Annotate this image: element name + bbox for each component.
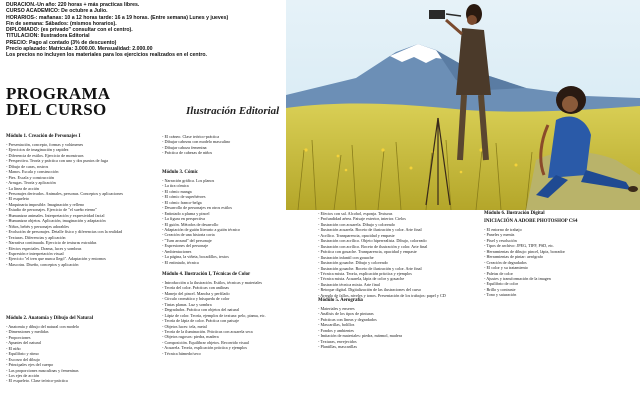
list-item: - Tintas planas. Luz y sombra xyxy=(162,301,212,307)
list-item: - Diferencia de estilos. Ejercicio de monstruos xyxy=(6,152,84,158)
section-items xyxy=(6,324,156,384)
list-item: - Práctica de cabezas de niños xyxy=(162,150,213,156)
list-item: - Dibujar caboza femenina xyxy=(162,144,207,150)
section-modulo-4-continued xyxy=(318,211,478,298)
list-item: - Imitación de materiales: piedra, mármol, madera xyxy=(318,333,402,339)
illustration-hero xyxy=(286,0,640,210)
list-item: - Creación de degradados xyxy=(484,259,527,265)
list-item: - Ilustración infantil con gouache xyxy=(318,254,374,260)
list-item: - El esqueleto. Clase teórico-práctica xyxy=(6,378,68,384)
list-item: - Profundidad aérea. Paisaje exterior, interior. Cielos xyxy=(318,216,406,222)
section-heading: Módulo 3. Cómic xyxy=(162,170,198,175)
list-item: - Ejercicios de imaginación y rapidez xyxy=(6,147,69,153)
list-item: - Pies. Escala y construcción xyxy=(6,174,55,180)
list-item: - Ambientaciones xyxy=(162,248,192,254)
list-item: - Humanizar animales. Interpretación y expresividad facial xyxy=(6,212,105,218)
section-subheading: INICIACIÓN A ADOBE PHOTOSHOP CS4 xyxy=(484,218,578,224)
section-modulo-5 xyxy=(318,298,478,350)
list-item: - Ilustración con acuarela. Dibujo y coloreado xyxy=(318,221,395,227)
info-line: Precio aplazado: Matricula: 3.000.00. Mensualidad: 2.000.00 xyxy=(6,46,153,53)
section-items xyxy=(162,134,312,156)
title-line-2: DEL CURSO xyxy=(6,100,107,119)
list-item: - Objetos rugosos: piedra, madera xyxy=(162,334,219,340)
list-item: - Herramientas de pintar: aerógrafo xyxy=(484,254,544,260)
list-item: - Narrativa continuada. Ejercicio de texturas extraídas xyxy=(6,240,97,246)
list-item: - Dibujar cabezas con modelo masculino xyxy=(162,139,231,145)
list-item: - El niño xyxy=(6,345,21,351)
list-item: - Narración gráfica. Los planos xyxy=(162,177,215,183)
list-item: - Personajes derivados. Animales, personas. Conceptos y aplicaciones xyxy=(6,191,123,197)
list-item: - Expresión e interpretación visual xyxy=(6,251,64,257)
list-item: - La página, la viñeta, bocadillos, textos xyxy=(162,254,229,260)
list-item: - Plantillas, mascarillas xyxy=(318,344,357,350)
list-item: - Ilustración con acrílico. Boceto de ilustración y color. Arte final xyxy=(318,243,428,249)
list-item: - Arreglo de fallos, niveles y tonos. Presentación de los trabajos: papel y CD xyxy=(318,292,446,298)
list-item: - Retoque digital. Digitalización de las ilustraciones del curso xyxy=(318,287,422,293)
list-item: - Desarrollo de personajes en otros estilos xyxy=(162,205,233,211)
list-item: - Equilibrio y ritmo xyxy=(6,351,39,357)
list-item: - Manos. Escala y construcción xyxy=(6,169,59,175)
section-modulo-3 xyxy=(162,170,312,265)
list-item: - El cómic franco-belga xyxy=(162,199,202,205)
section-items xyxy=(162,178,312,265)
list-item: - Arrugas. Teoría y aplicación xyxy=(6,180,56,186)
section-modulo-6 xyxy=(484,211,634,298)
list-item: - Ejercicio "el tren que nunca llegó". Adaptación y entornos xyxy=(6,256,106,262)
list-item: - Expresiones del personaje xyxy=(162,243,209,249)
list-item: - Anatomía y dibujo del natural con modelo xyxy=(6,323,80,329)
list-item: - Brillo y contraste xyxy=(484,286,516,292)
list-item: - Perspectiva. Teoría y práctica con uno y dos puntos de fuga xyxy=(6,158,108,164)
list-item: - Objetos luces: tela, metal xyxy=(162,323,207,329)
list-item: - El cómic de superhéroes xyxy=(162,194,206,200)
list-item: - Teoría de lápiz de color. Práctica con paisaje xyxy=(162,318,239,324)
list-item: - Maquinaria imposible. Imaginación y relleno xyxy=(6,201,85,207)
list-item: - Apuntes del natural xyxy=(6,340,42,346)
list-item: - Tipos de archivo: JPEG, TIFF, PSD, etc. xyxy=(484,243,555,249)
list-item: - Dimensiones y medidas xyxy=(6,329,49,335)
list-item: - Introducción a la ilustración. Estilos, técnicas y materiales xyxy=(162,279,263,285)
info-line: CURSO ACADEMICO: De octubre a Julio. xyxy=(6,8,108,15)
list-item: - Humanizar objetos. Aplicación, imaginación y adaptación xyxy=(6,218,106,224)
page-title xyxy=(6,86,110,118)
section-modulo-2-continued xyxy=(162,134,312,156)
list-item: - Técnica húmedo/seco xyxy=(162,350,201,356)
list-item: - Entintado a pluma y pincel xyxy=(162,210,210,216)
info-line: HORARIOS-: mañanas: 10 a 12 horas tarde: 16 a 19 horas. (Entre semana) Lunes y jueves) xyxy=(6,14,229,21)
list-item: - Técnica mixta. Teoría, explicación práctica y ejemplos xyxy=(318,270,412,276)
list-item: - El cráneo. Clase teórico-práctica xyxy=(162,134,220,139)
title-line-1: PROGRAMA xyxy=(6,84,111,103)
section-items xyxy=(318,211,478,298)
section-modulo-1 xyxy=(6,134,156,267)
list-item: - Ilustración gouache. Boceto de ilustración y color. Arte final xyxy=(318,265,422,271)
list-item: - Acrílico. Transparencia, opacidad y empaste xyxy=(318,232,395,238)
section-modulo-4 xyxy=(162,272,314,356)
course-info-block xyxy=(6,2,306,59)
list-item: - Técnica mixta. Acuarela, lápiz de color y gouache xyxy=(318,276,405,282)
list-item: - "Turn around" del personaje xyxy=(162,237,212,243)
list-item: - Degradados. Práctica con objetos del natural xyxy=(162,307,240,313)
list-item: - Principales ejes del cuerpo xyxy=(6,362,54,368)
section-items xyxy=(484,227,634,298)
list-item: - Composición. Equilibrar objetos. Recorrido visual xyxy=(162,339,249,345)
list-item: - Texturas. Diferencias y aplicación xyxy=(6,234,66,240)
list-item: - Dibujo de caras, rostros xyxy=(6,163,49,169)
list-item: - Presentación, concepto, formas y volúmenes xyxy=(6,141,84,147)
list-item: - Las proporciones masculinas y femeninas xyxy=(6,367,79,373)
list-item: - Paletas de color xyxy=(484,270,513,276)
info-line: Fin de semana: Sábados: (mismos horarios). xyxy=(6,20,117,27)
list-item: - Ilustración técnica mixta. Arte final xyxy=(318,281,380,287)
list-item: - Fondos y ambientes xyxy=(318,327,354,333)
info-line: Los precios no incluyen los materiales para los ejercicios realizados en el centro. xyxy=(6,52,207,59)
list-item: - Prácticas con líneas y degradados xyxy=(318,316,377,322)
section-heading: Módulo 1. Creación de Personajes I xyxy=(6,134,81,139)
list-item: - Adaptación de guión literario a guión técnico xyxy=(162,227,241,233)
list-item: - Tono y saturación xyxy=(484,292,517,298)
list-item: - Escorzo del dibujo xyxy=(6,356,40,362)
list-item: - Análisis de los tipos de pinturas xyxy=(318,311,374,317)
list-item: - El cómic manga xyxy=(162,188,192,194)
list-item: - Creación de una historia corta xyxy=(162,232,215,238)
list-item: - Efectos especiales. Drama, luces y sombras xyxy=(6,245,82,251)
list-item: - La línea de acción xyxy=(6,185,40,191)
list-item: - Ilustración con acrílico. Objeto hiperrealista. Dibujo, coloreado xyxy=(318,238,427,244)
list-item: - Práctica con gouache. Transparencia, opacidad y empaste xyxy=(318,249,417,255)
list-item: - Lápiz de color. Teoría, ejemplos de textura: pelo, piama, etc. xyxy=(162,312,266,318)
section-items xyxy=(162,280,314,356)
list-item: - Pixel y resolución xyxy=(484,237,517,243)
info-line: DURACION.-Un año: 220 horas + más practicas libres. xyxy=(6,2,140,8)
section-heading: Módulo 6. Ilustración Digital xyxy=(484,211,545,216)
list-item: - Proporciones xyxy=(6,334,31,340)
info-line: DIPLOMADO: (es privado" consultar con el centro). xyxy=(6,27,133,34)
list-item: - Acuarela. Teoría, explicación práctica y ejemplos xyxy=(162,345,247,351)
list-item: - Texturas, envejecidos xyxy=(318,338,357,344)
list-item: - Manejo del pincel. Mancha y perfilado xyxy=(162,290,230,296)
list-item: - Efectos con sal. Alcohol, esponja. Texturas xyxy=(318,211,393,216)
section-items xyxy=(318,306,478,350)
list-item: - La tira cómica xyxy=(162,183,189,189)
list-item: - El guión. Métodos de desarrollo xyxy=(162,221,219,227)
section-items xyxy=(6,142,156,267)
list-item: - Mascotas. Diseño, conceptos y aplicación xyxy=(6,261,79,267)
section-heading: Módulo 4. Ilustración I, Técnicas de Color xyxy=(162,272,251,277)
list-item: - El entorno de trabajo xyxy=(484,226,522,232)
list-item: - Paneles y menús xyxy=(484,232,515,238)
list-item: - Teoría de la iluminación. Prácticas con acuarela seca xyxy=(162,329,253,335)
list-item: - La figura en perspectiva xyxy=(162,216,206,222)
info-line: PRECIO: Pago al contado (3% de descuento) xyxy=(6,39,117,46)
list-item: - Herramientas de dibujo: pincel, lápiz, borrador xyxy=(484,248,565,254)
list-item: - Niños, bebés y personajes adorables xyxy=(6,223,70,229)
list-item: - Ilustración gouache. Dibujo y coloreado xyxy=(318,260,388,266)
list-item: - El color y su tratamiento xyxy=(484,265,528,271)
list-item: - Círculo cromático y búsqueda de color xyxy=(162,296,230,302)
list-item: - Ilustración acuarela. Boceto de ilustración y color. Arte final xyxy=(318,227,422,233)
section-heading: Módulo 5. Aerografía xyxy=(318,298,363,303)
list-item: - Los ejes de acción xyxy=(6,373,40,379)
list-item: - Mascarillas, bolillos xyxy=(318,322,355,328)
list-item: - Equilibrio de color xyxy=(484,281,519,287)
list-item: - Evolución de personajes. Detalle físico y diferencias con la realidad xyxy=(6,229,123,235)
list-item: - Materiales y enseres xyxy=(318,305,355,311)
info-line: TITULACION: Ilustradora Editorial xyxy=(6,33,90,40)
list-item: - Estudio de personajes. Ejercicio de "el sueño eterno" xyxy=(6,207,97,213)
list-item: - Teoría del color. Prácticas con anilinas xyxy=(162,285,229,291)
page-subtitle: Ilustración Editorial xyxy=(186,105,280,117)
section-heading: Módulo 2. Anatomía y Dibujo del Natural xyxy=(6,316,94,321)
list-item: - Ajustes y transformación de la imagen xyxy=(484,275,551,281)
list-item: - El esqueleto xyxy=(6,196,30,202)
section-modulo-2 xyxy=(6,316,156,384)
list-item: - El entintado, técnica xyxy=(162,259,199,265)
